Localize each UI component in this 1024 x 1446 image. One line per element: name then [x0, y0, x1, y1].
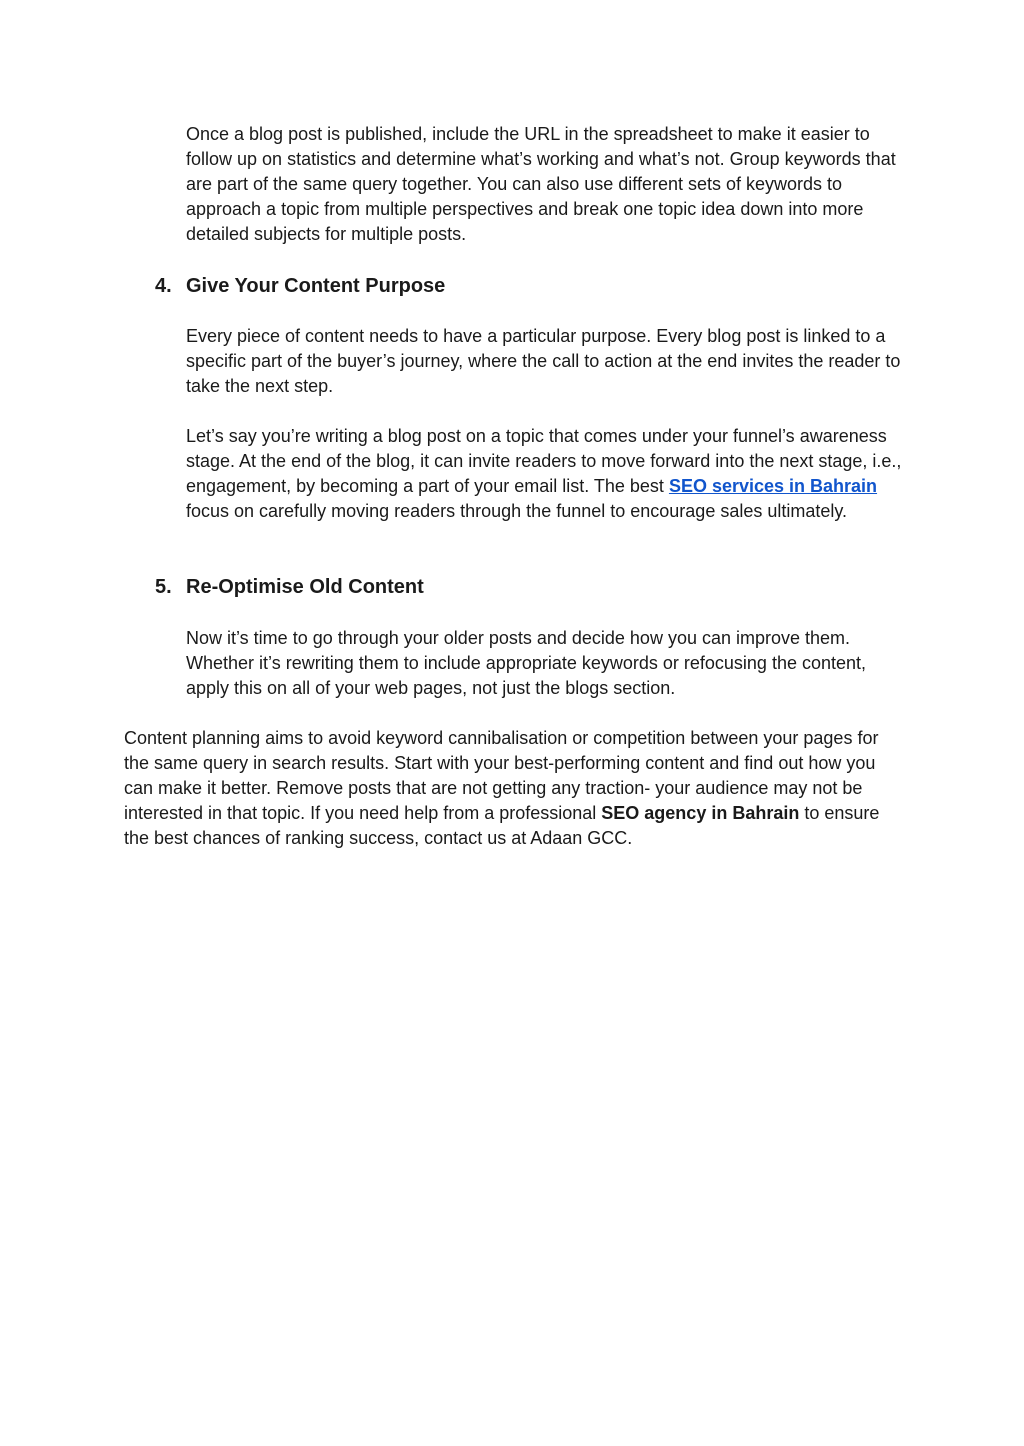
section-5-number: 5.: [155, 576, 172, 598]
section-4-paragraph-2: [186, 424, 902, 524]
section-4-paragraph-2-text-after: focus on carefully moving readers through the funnel to encourage sales ultimately.: [186, 501, 848, 521]
closing-paragraph: [124, 726, 902, 851]
section-4-number: 4.: [155, 275, 172, 297]
seo-services-bahrain-link[interactable]: SEO services in Bahrain: [668, 476, 878, 496]
closing-bold-agency: SEO agency in Bahrain: [601, 803, 800, 823]
closing-text-after: to ensure the best chances of ranking success, contact us at Adaan GCC.: [124, 803, 880, 848]
closing-text-before: Content planning aims to avoid keyword cannibalisation or competition between your pages for the same query in search results. Start with your best-performing content and find out how you can make it better. Remove posts that are not getting any traction- your audience may not be interested in that topic. If you need help from a professional: [124, 728, 879, 823]
section-5-title: Re-Optimise Old Content: [186, 576, 424, 598]
section-4-paragraph-2-text-before: Let’s say you’re writing a blog post on a topic that comes under your funnel’s awareness stage. At the end of the blog, it can invite readers to move forward into the next stage, i.e., engagement, by becoming a part of your email list. The best: [186, 426, 902, 496]
section-5-heading: [155, 575, 855, 600]
section-5-paragraph-1: Now it’s time to go through your older posts and decide how you can improve them. Whether it’s rewriting them to include appropriate keywords or refocusing the content, apply this on all of your web pages, not just the blogs section.: [186, 628, 867, 698]
section-4-paragraph-1: Every piece of content needs to have a particular purpose. Every blog post is linked to a specific part of the buyer’s journey, where the call to action at the end invites the reader to take the next step.: [186, 326, 901, 396]
section-4-title: Give Your Content Purpose: [186, 275, 446, 297]
section-4-heading: [155, 274, 855, 299]
intro-paragraph: Once a blog post is published, include the URL in the spreadsheet to make it easier to follow up on statistics and determine what’s working and what’s not. Group keywords that are part of the same query together. You can also use different sets of keywords to approach a topic from multiple perspectives and break one topic idea down into more detailed subjects for multiple posts.: [186, 124, 896, 244]
